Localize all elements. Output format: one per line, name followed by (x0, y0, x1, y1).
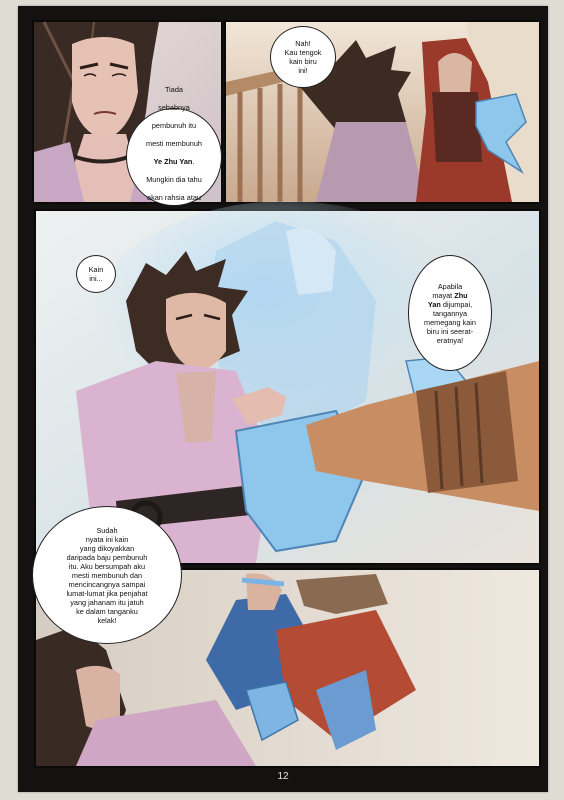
balloon-line: akan rahsia atau (147, 193, 201, 202)
balloon-text: tangannya memegang kain biru ini seerat- eratnya! (424, 308, 476, 345)
speech-balloon (270, 26, 336, 88)
balloon-bold-text: Zhu (454, 290, 468, 300)
balloon-line: Mungkin dia tahu (146, 175, 202, 184)
balloon-line: pembunuh itu (151, 121, 197, 130)
balloon-text: Sudah nyata ini kain yang dikoyakkan daripada baju pembunuh itu. Aku bersumpah aku mesti membunuh dan mencincangnya sampai lumat-lumat jika penjahat yang jahanam itu jatuh ke dalam tanganku kelak! (66, 525, 148, 625)
balloon-line: sebabnya (158, 103, 190, 112)
balloon-bold-text: Ye Zhu Yan (153, 157, 193, 166)
balloon-bold-text: Yan (427, 299, 441, 309)
balloon-text: Apabila mayat (432, 281, 463, 300)
balloon-text: Nah! Kau tengok kain biru ini! (284, 39, 322, 75)
balloon-line: Tiada (165, 85, 183, 94)
comic-page (18, 6, 548, 792)
balloon-text: Kain ini... (88, 265, 104, 283)
speech-balloon (76, 255, 116, 293)
speech-balloon: Tiada sebabnya pembunuh itu mesti membunuh Ye Zhu Yan. Mungkin dia tahu akan rahsia atau (126, 108, 222, 206)
speech-balloon (32, 506, 182, 644)
panel-1 (32, 20, 223, 204)
panel-2 (224, 20, 541, 204)
balloon-line: mesti membunuh (146, 139, 202, 148)
page-number: 12 (277, 771, 289, 782)
speech-balloon (408, 255, 492, 371)
balloon-text: dijumpai, (442, 299, 473, 309)
